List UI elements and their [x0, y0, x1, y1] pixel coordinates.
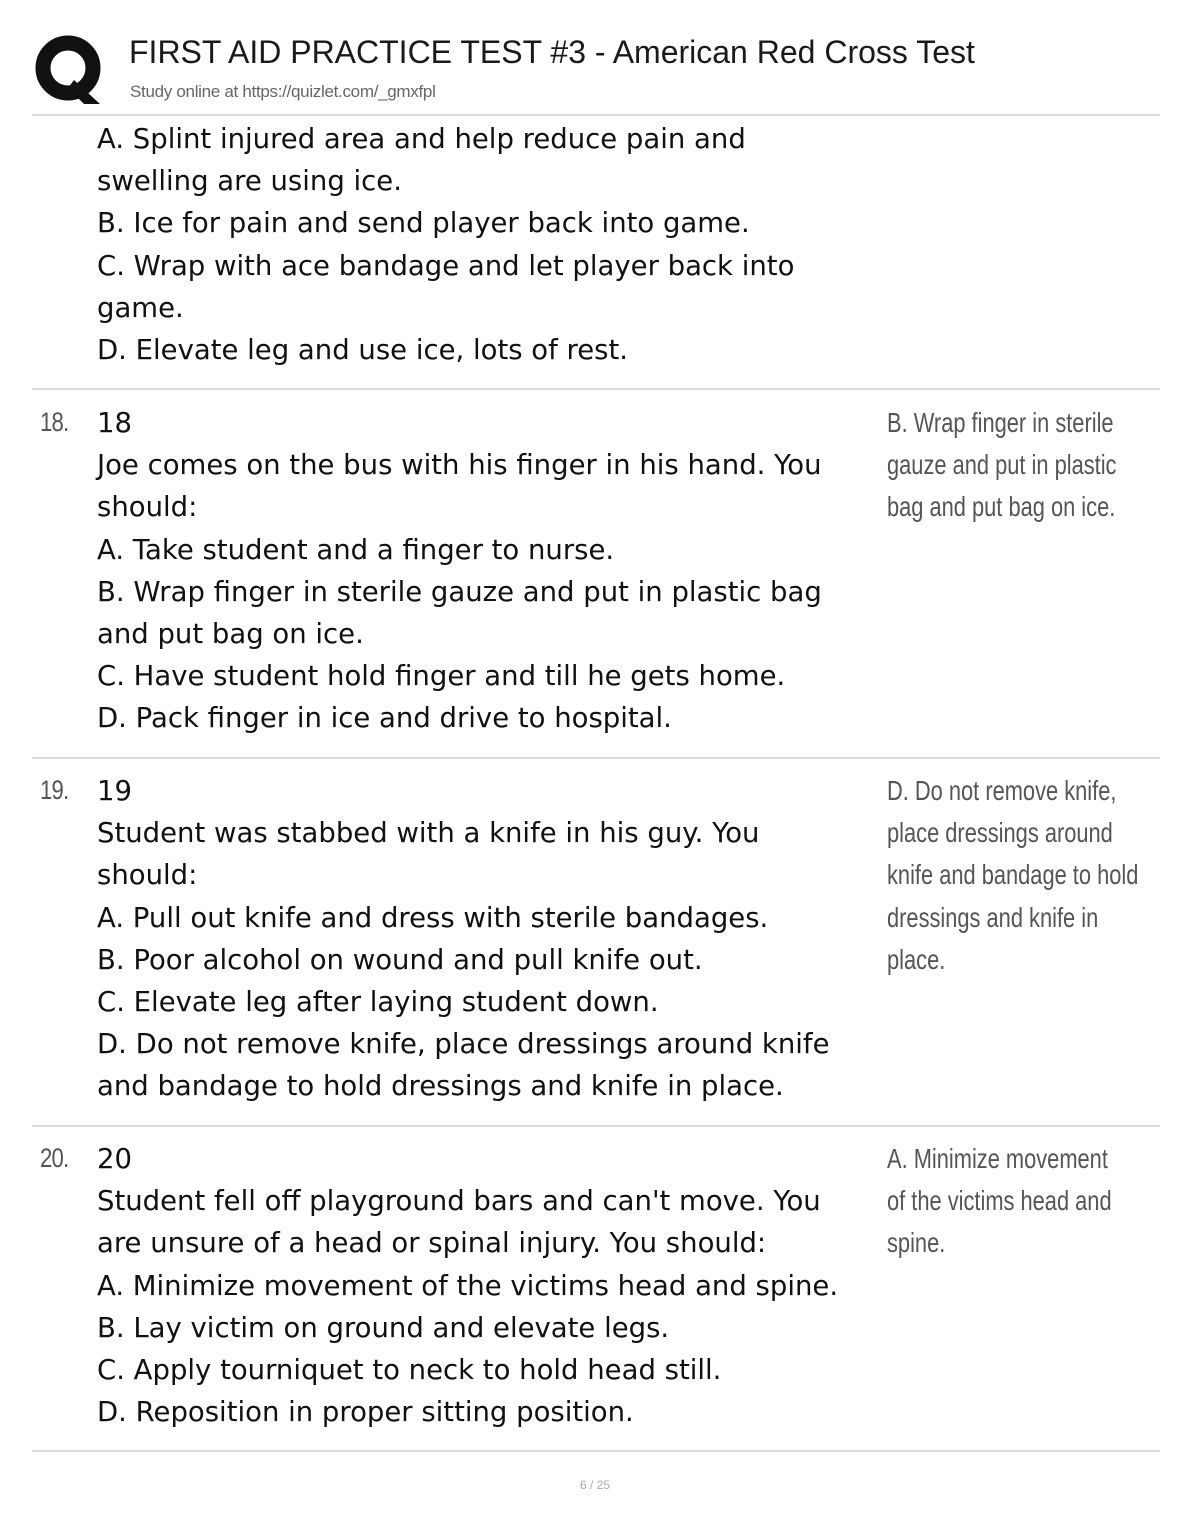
question-line: D. Reposition in proper sitting position. — [97, 1396, 634, 1429]
answer-text — [887, 1138, 1112, 1265]
question-line: are unsure of a head or spinal injury. You should: — [97, 1227, 767, 1260]
question-text — [97, 402, 897, 740]
question-line: 20 — [97, 1143, 132, 1175]
answer-line: dressings and knife in — [887, 901, 1099, 933]
answer-text — [887, 770, 1138, 981]
question-line: game. — [97, 291, 184, 324]
study-online-link[interactable]: Study online at https://quizlet.com/_gmxfpl — [130, 82, 436, 101]
question-line: 18 — [97, 407, 132, 439]
document-title: FIRST AID PRACTICE TEST #3 - American Red Cross Test — [129, 34, 975, 70]
header-divider — [32, 114, 1160, 116]
question-line: should: — [97, 859, 198, 892]
question-line: A. Pull out knife and dress with sterile bandages. — [97, 901, 769, 934]
question-line: B. Wrap finger in sterile gauze and put in plastic bag — [97, 575, 822, 608]
answer-line: gauze and put in plastic — [887, 449, 1117, 481]
question-line: B. Ice for pain and send player back into game. — [97, 207, 750, 240]
carryover-text — [97, 118, 897, 371]
question-line: B. Lay victim on ground and elevate legs. — [97, 1311, 670, 1344]
answer-line: D. Do not remove knife, — [887, 775, 1117, 806]
answer-line: place. — [887, 943, 946, 975]
card-number: 18. — [40, 407, 69, 437]
question-line: C. Elevate leg after laying student down. — [97, 986, 659, 1019]
question-line: A. Minimize movement of the victims head and spine. — [97, 1269, 839, 1302]
answer-line: place dressings around — [887, 817, 1113, 849]
answer-text — [887, 402, 1116, 529]
question-text — [97, 770, 897, 1108]
answer-line: spine. — [887, 1227, 946, 1259]
card-number: 19. — [40, 775, 69, 805]
answer-line: B. Wrap finger in sterile — [887, 407, 1114, 438]
question-line: C. Have student hold finger and till he gets home. — [97, 660, 786, 693]
question-text — [97, 1138, 897, 1433]
card-divider — [32, 388, 1160, 390]
card-divider — [32, 1125, 1160, 1127]
answer-line: A. Minimize movement — [887, 1143, 1108, 1174]
question-line: and put bag on ice. — [97, 618, 364, 651]
answer-line: knife and bandage to hold — [887, 859, 1139, 891]
card-divider — [32, 1450, 1160, 1452]
question-line: 19 — [97, 775, 132, 807]
question-line: swelling are using ice. — [97, 165, 402, 198]
card-divider — [32, 757, 1160, 759]
question-line: Student was stabbed with a knife in his guy. You — [97, 817, 760, 850]
question-line: C. Apply tourniquet to neck to hold head still. — [97, 1354, 722, 1387]
question-line: Joe comes on the bus with his finger in his hand. You — [97, 449, 822, 482]
question-line: B. Poor alcohol on wound and pull knife out. — [97, 943, 703, 976]
question-line: and bandage to hold dressings and knife in place. — [97, 1070, 784, 1103]
answer-line: of the victims head and — [887, 1185, 1112, 1217]
card-number: 20. — [40, 1143, 69, 1173]
question-line: D. Elevate leg and use ice, lots of rest. — [97, 334, 629, 367]
question-line: D. Pack finger in ice and drive to hospital. — [97, 702, 672, 735]
question-line: D. Do not remove knife, place dressings around knife — [97, 1028, 830, 1061]
question-line: A. Take student and a finger to nurse. — [97, 533, 615, 566]
question-line: should: — [97, 491, 198, 524]
answer-line: bag and put bag on ice. — [887, 491, 1116, 523]
question-line: Student fell off playground bars and can't move. You — [97, 1185, 821, 1218]
page-indicator: 6 / 25 — [579, 1478, 611, 1492]
question-line: A. Splint injured area and help reduce pain and — [97, 123, 746, 155]
question-line: C. Wrap with ace bandage and let player back into — [97, 249, 795, 282]
quizlet-logo-icon — [34, 34, 106, 106]
